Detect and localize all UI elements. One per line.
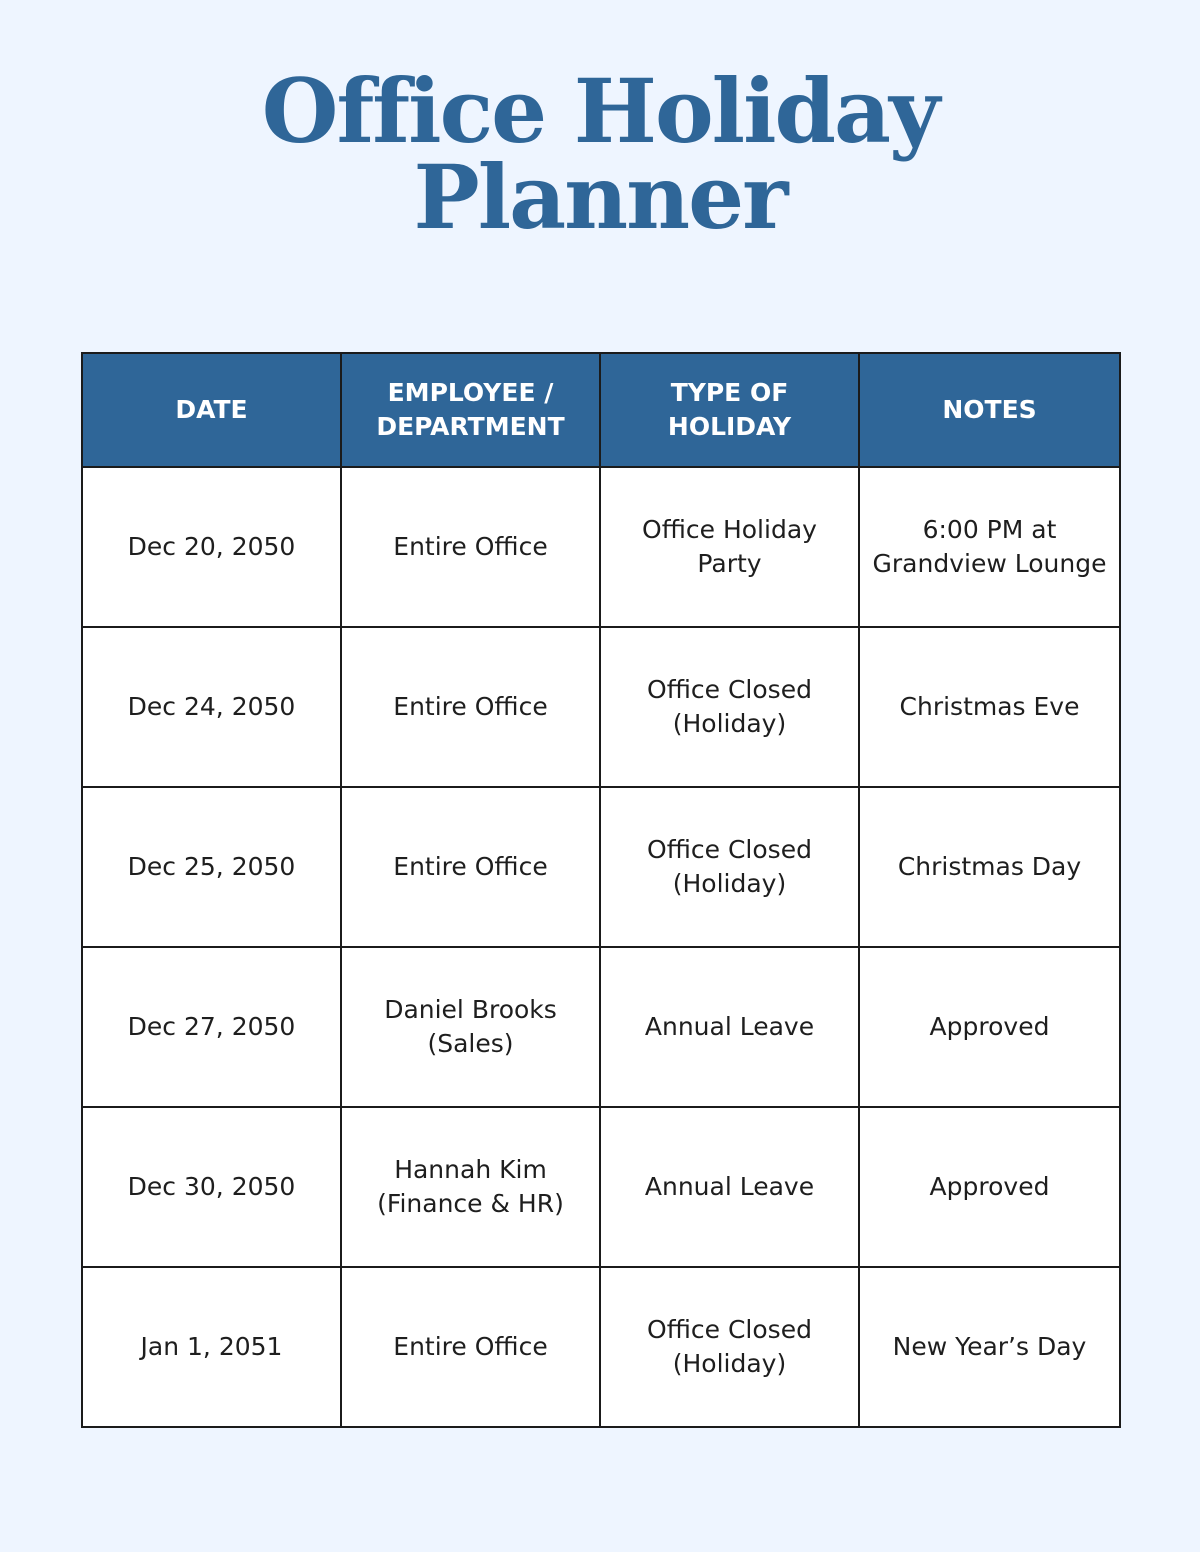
cell-employee-department: Entire Office bbox=[341, 787, 600, 947]
page-title bbox=[0, 59, 1200, 249]
page-title-line-1: Office Holiday bbox=[261, 59, 939, 163]
cell-date: Dec 20, 2050 bbox=[82, 467, 341, 627]
cell-notes: 6:00 PM at Grandview Lounge bbox=[859, 467, 1120, 627]
holiday-planner-table bbox=[81, 352, 1121, 1428]
table-row bbox=[82, 1267, 1120, 1427]
cell-notes: Approved bbox=[859, 947, 1120, 1107]
cell-notes: New Year’s Day bbox=[859, 1267, 1120, 1427]
cell-type-of-holiday: Annual Leave bbox=[600, 1107, 859, 1267]
page-title-line-2: Planner bbox=[413, 145, 787, 249]
header-employee-department: EMPLOYEE / DEPARTMENT bbox=[341, 353, 600, 467]
cell-notes: Christmas Eve bbox=[859, 627, 1120, 787]
header-type-of-holiday: TYPE OF HOLIDAY bbox=[600, 353, 859, 467]
cell-type-of-holiday: Office Closed (Holiday) bbox=[600, 1267, 859, 1427]
header-date: DATE bbox=[82, 353, 341, 467]
cell-type-of-holiday: Office Closed (Holiday) bbox=[600, 787, 859, 947]
table-row bbox=[82, 467, 1120, 627]
cell-date: Dec 25, 2050 bbox=[82, 787, 341, 947]
cell-notes: Christmas Day bbox=[859, 787, 1120, 947]
cell-employee-department: Daniel Brooks (Sales) bbox=[341, 947, 600, 1107]
cell-employee-department: Entire Office bbox=[341, 467, 600, 627]
cell-type-of-holiday: Annual Leave bbox=[600, 947, 859, 1107]
table-row bbox=[82, 1107, 1120, 1267]
cell-employee-department: Entire Office bbox=[341, 627, 600, 787]
cell-date: Dec 24, 2050 bbox=[82, 627, 341, 787]
table-header-row bbox=[82, 353, 1120, 467]
cell-employee-department: Entire Office bbox=[341, 1267, 600, 1427]
table-row bbox=[82, 947, 1120, 1107]
header-notes: NOTES bbox=[859, 353, 1120, 467]
cell-employee-department: Hannah Kim (Finance & HR) bbox=[341, 1107, 600, 1267]
cell-notes: Approved bbox=[859, 1107, 1120, 1267]
cell-date: Dec 27, 2050 bbox=[82, 947, 341, 1107]
cell-date: Jan 1, 2051 bbox=[82, 1267, 341, 1427]
cell-type-of-holiday: Office Closed (Holiday) bbox=[600, 627, 859, 787]
table-row bbox=[82, 627, 1120, 787]
cell-date: Dec 30, 2050 bbox=[82, 1107, 341, 1267]
table-row bbox=[82, 787, 1120, 947]
cell-type-of-holiday: Office Holiday Party bbox=[600, 467, 859, 627]
